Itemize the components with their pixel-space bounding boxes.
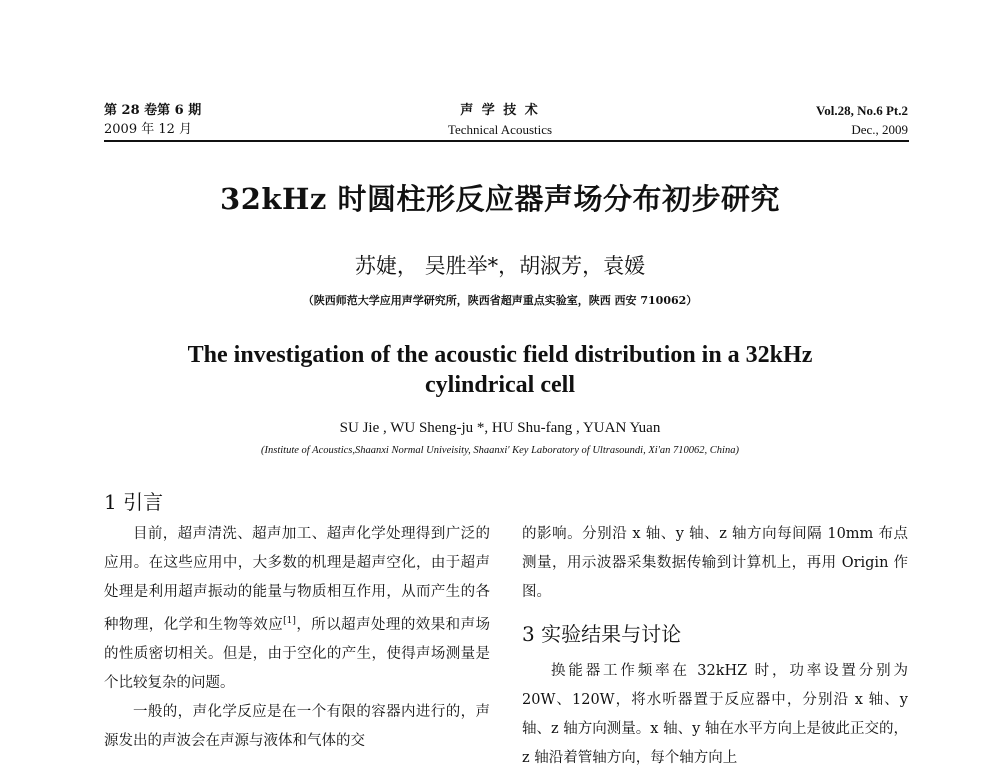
intro-paragraph-1: [104, 520, 490, 698]
paper-title-cn: 32kHz 时圆柱形反应器声场分布初步研究: [220, 182, 780, 216]
affiliation-cn: （陕西师范大学应用声学研究所，陕西省超声重点实验室，陕西 西安 710062）: [302, 294, 698, 307]
section-heading-results: 3 实验结果与讨论: [522, 622, 682, 646]
affiliation-en: (Institute of Acoustics,Shaanxi Normal Univeisity, Shaanxi' Key Laboratory of Ultrasoundi, Xi'an 710062, China): [261, 445, 739, 456]
paper-title-en-line2: cylindrical cell: [425, 372, 575, 398]
intro-paragraph-2: 一般的，声化学反应是在一个有限的容器内进行的，声源发出的声波会在声源与液体和气体的交: [104, 703, 490, 749]
citation-1[interactable]: [1]: [283, 616, 296, 626]
journal-name-en: Technical Acoustics: [447, 122, 553, 137]
header-rule: [104, 140, 909, 142]
method-paragraph-continued: 的影响。分别沿 x 轴、y 轴、z 轴方向每间隔 10mm 布点测量，用示波器采集数据传输到计算机上，再用 Origin 作图。: [522, 526, 908, 600]
journal-volume-cn: 第 28 卷第 6 期: [104, 103, 202, 118]
journal-name-cn: 声 学 技 术: [460, 103, 540, 118]
authors-cn: 苏婕， 吴胜举*，胡淑芳，袁媛: [354, 254, 646, 278]
intro-paragraph-1-text: 目前，超声清洗、超声加工、超声化学处理得到广泛的应用。在这些应用中，大多数的机理是超声空化，由于超声处理是利用超声振动的能量与物质相互作用，从而产生的各种物理，化学和生物等效应: [104, 526, 490, 633]
paper-title-en: [0, 340, 1000, 400]
results-paragraph-1: 换能器工作频率在 32kHZ 时，功率设置分别为 20W、120W，将水听器置于反应器中，分别沿 x 轴、y 轴、z 轴方向测量。x 轴、y 轴在水平方向上是彼此正交的，z 轴沿着管轴方向，每个轴方向上: [522, 663, 908, 766]
journal-volume-en: Vol.28, No.6 Pt.2: [816, 103, 908, 118]
paper-title-en-line1: The investigation of the acoustic field distribution in a 32kHz: [187, 342, 813, 368]
authors-en: SU Jie , WU Sheng-ju *, HU Shu-fang , YUAN Yuan: [339, 420, 661, 436]
intro-paragraph-1-tail: ，所以超声处理的效果和声场的性质密切相关。但是，由于空化的产生，使得声场测量是个比较复杂的问题。: [104, 616, 491, 691]
left-column-body: [104, 520, 490, 756]
journal-date-cn: 2009 年 12 月: [104, 122, 193, 137]
journal-date-en: Dec., 2009: [851, 122, 908, 137]
section-heading-introduction: 1 引言: [104, 490, 164, 514]
right-column-body: [522, 520, 908, 773]
